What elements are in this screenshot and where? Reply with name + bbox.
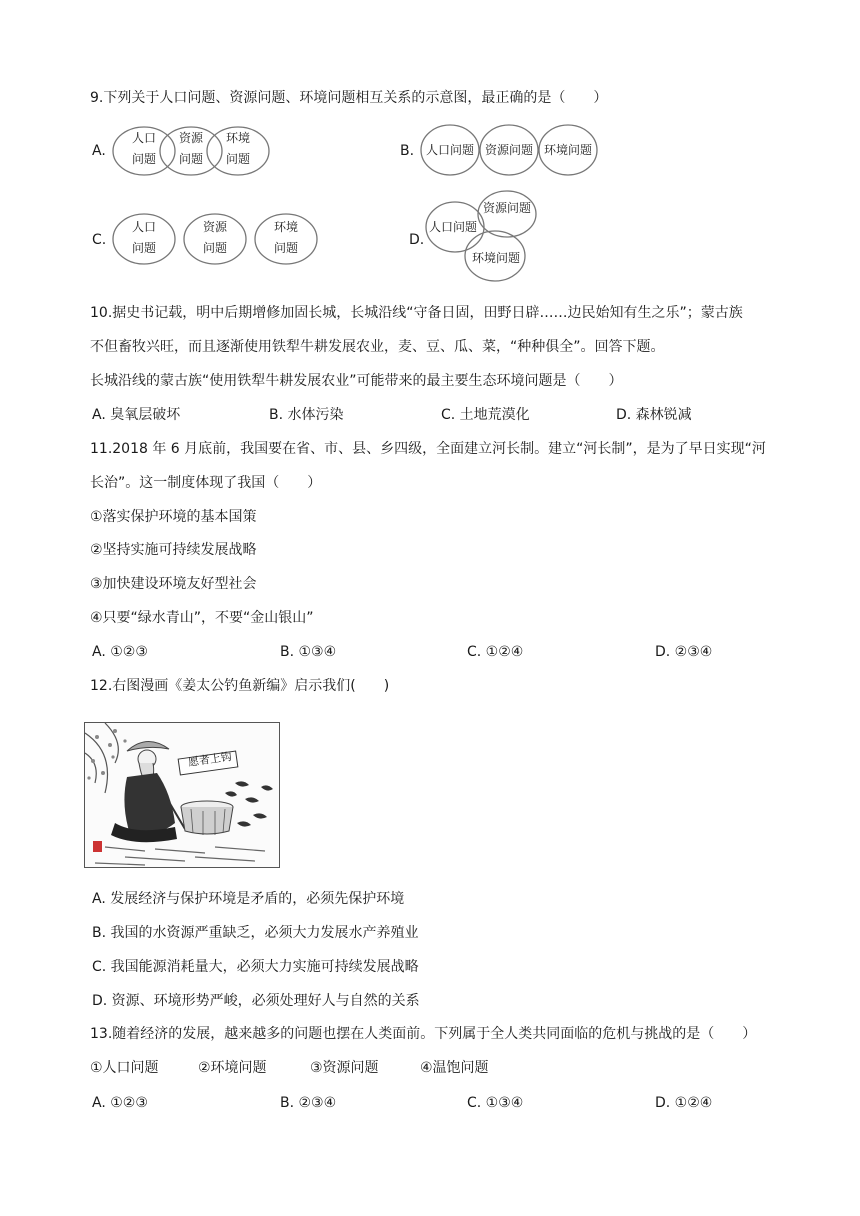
- q12-cartoon-image: [84, 722, 280, 868]
- q11-option-b[interactable]: B. ①③④: [280, 644, 337, 660]
- venn-label: 问题: [274, 241, 299, 255]
- q13-item-2: ②环境问题: [198, 1060, 267, 1076]
- venn-label: 人口问题: [429, 220, 478, 234]
- q10-stem-line1: 10.据史书记载，明中后期增修加固长城，长城沿线“守备日固，田野日辟……边民始知有生之乐”；蒙古族: [90, 305, 743, 321]
- q10-option-d[interactable]: D. 森林锐减: [616, 407, 692, 423]
- q11-stem-line1: 11.2018 年 6 月底前，我国要在省、市、县、乡四级，全面建立河长制。建立“河长制”，是为了早日实现“河: [90, 441, 766, 457]
- q11-option-c[interactable]: C. ①②④: [467, 644, 524, 660]
- cartoon-sign-text: 愿者上钩: [187, 750, 233, 770]
- venn-label: 资源: [179, 131, 204, 145]
- q11-item-4: ④只要“绿水青山”，不要“金山银山”: [90, 610, 314, 626]
- q13-option-b[interactable]: B. ②③④: [280, 1095, 337, 1111]
- q11-item-2: ②坚持实施可持续发展战略: [90, 542, 257, 558]
- q10-option-a[interactable]: A. 臭氧层破坏: [92, 407, 181, 423]
- q10-option-b[interactable]: B. 水体污染: [269, 407, 344, 423]
- q10-stem-line2: 不但畜牧兴旺，而且逐渐使用铁犁牛耕发展农业，麦、豆、瓜、菜，“种种俱全”。回答下题。: [90, 339, 665, 355]
- q13-item-3: ③资源问题: [310, 1060, 379, 1076]
- q9-option-b-letter: B.: [400, 143, 415, 159]
- q13-option-a[interactable]: A. ①②③: [92, 1095, 148, 1111]
- q12-stem: 12.右图漫画《姜太公钓鱼新编》启示我们( ): [90, 678, 390, 694]
- q11-option-a[interactable]: A. ①②③: [92, 644, 148, 660]
- q11-item-3: ③加快建设环境友好型社会: [90, 576, 257, 592]
- venn-label: 人口: [132, 131, 157, 145]
- venn-label: 人口问题: [426, 143, 475, 157]
- venn-label: 环境问题: [472, 251, 521, 265]
- venn-label: 环境: [274, 220, 299, 234]
- venn-label: 资源问题: [483, 201, 532, 215]
- q13-option-c[interactable]: C. ①③④: [467, 1095, 524, 1111]
- q12-option-d[interactable]: D. 资源、环境形势严峻，必须处理好人与自然的关系: [92, 993, 420, 1009]
- venn-label: 资源问题: [485, 143, 534, 157]
- venn-label: 问题: [179, 152, 204, 166]
- q9-option-a-letter: A.: [92, 143, 106, 159]
- venn-label: 问题: [226, 152, 251, 166]
- venn-label: 问题: [132, 241, 157, 255]
- q10-option-c[interactable]: C. 土地荒漠化: [441, 407, 530, 423]
- venn-label: 问题: [132, 152, 157, 166]
- venn-label: 环境: [226, 131, 251, 145]
- q12-option-b[interactable]: B. 我国的水资源严重缺乏，必须大力发展水产养殖业: [92, 925, 419, 941]
- venn-label: 环境问题: [544, 143, 593, 157]
- q11-stem-line2: 长治”。这一制度体现了我国（ ）: [90, 475, 322, 491]
- q11-option-d[interactable]: D. ②③④: [655, 644, 713, 660]
- q13-stem: 13.随着经济的发展，越来越多的问题也摆在人类面前。下列属于全人类共同面临的危机与挑战的是（ ）: [90, 1026, 757, 1042]
- q13-item-1: ①人口问题: [90, 1060, 159, 1076]
- venn-label: 人口: [132, 220, 157, 234]
- venn-label: 问题: [203, 241, 228, 255]
- q12-option-a[interactable]: A. 发展经济与保护环境是矛盾的，必须先保护环境: [92, 891, 405, 907]
- q9-option-c-letter: C.: [92, 232, 107, 248]
- q9-option-d-letter: D.: [409, 232, 425, 248]
- venn-label: 资源: [203, 220, 228, 234]
- q13-item-4: ④温饱问题: [420, 1060, 489, 1076]
- q9-stem: 9.下列关于人口问题、资源问题、环境问题相互关系的示意图，最正确的是（ ）: [90, 90, 608, 106]
- q11-item-1: ①落实保护环境的基本国策: [90, 509, 257, 525]
- q10-question: 长城沿线的蒙古族“使用铁犁牛耕发展农业”可能带来的最主要生态环境问题是（ ）: [90, 373, 623, 389]
- q12-option-c[interactable]: C. 我国能源消耗量大，必须大力实施可持续发展战略: [92, 959, 419, 975]
- q13-option-d[interactable]: D. ①②④: [655, 1095, 713, 1111]
